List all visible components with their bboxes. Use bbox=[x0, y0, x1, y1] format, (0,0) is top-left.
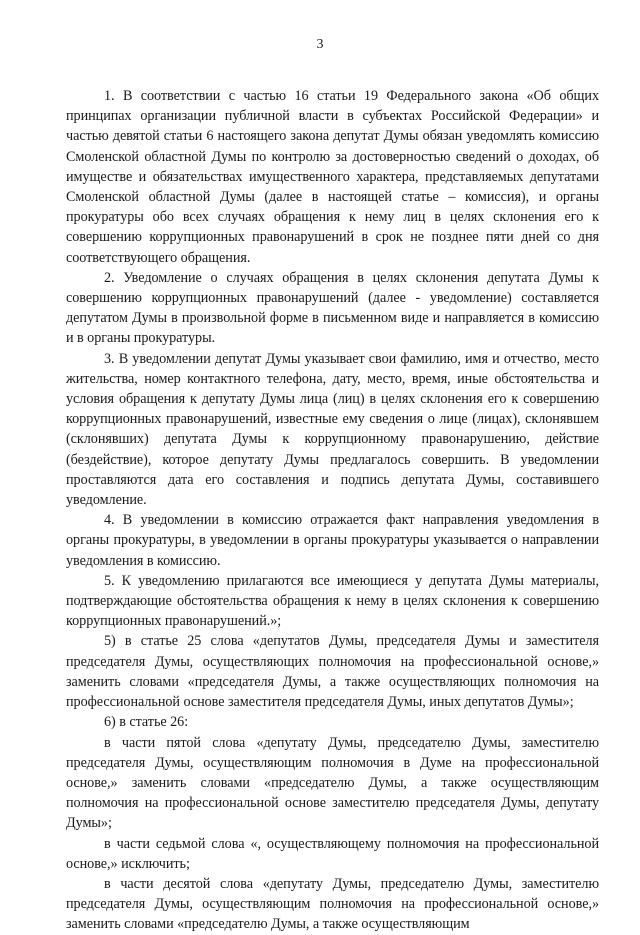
paragraph-item-4: 4. В уведомлении в комиссию отражается факт направления уведомления в органы прокуратуры, в уведомлении в органы прокуратуры указывается о направлении уведомления в комиссию. bbox=[66, 512, 599, 569]
paragraph-item-5: 5. К уведомлению прилагаются все имеющиеся у депутата Думы материалы, подтверждающие обстоятельства обращения к нему в целях склонения к совершению коррупционных правонарушений.»; bbox=[66, 572, 599, 630]
paragraph-part-seven: в части седьмой слова «, осуществляющему полномочия на профессиональной основе,» исключить; bbox=[66, 835, 599, 872]
document-body bbox=[66, 86, 599, 935]
page-number: 3 bbox=[316, 37, 324, 52]
paragraph-item-3: 3. В уведомлении депутат Думы указывает свои фамилию, имя и отчество, место жительства, номер контактного телефона, дату, место, время, иные обстоятельства и условия обращения к депутату Думы лица (лиц) в целях склонения его к совершению коррупционных правонарушений, известные ему сведения о лице (лицах), склонявшем (склонявших) депутата Думы к коррупционному правонарушению, действие (бездействие), которое депутату Думы предлагалось совершить. В уведомлении проставляются дата его составления и подпись депутата Думы, составившего уведомление. bbox=[66, 350, 599, 509]
paragraph-item-2: 2. Уведомление о случаях обращения в целях склонения депутата Думы к совершению коррупционных правонарушений (далее - уведомление) составляется депутатом Думы в произвольной форме в письменном виде и направляется в комиссию и в органы прокуратуры. bbox=[66, 269, 599, 347]
paragraph-article-25: 5) в статье 25 слова «депутатов Думы, председателя Думы и заместителя председателя Думы, осуществляющих полномочия на профессиональной основе,» заменить словами «председателя Думы, а также осуществляющих полномочия на профессиональной основе заместителя председателя Думы, иных депутатов Думы»; bbox=[66, 633, 599, 711]
paragraph-part-ten: в части десятой слова «депутату Думы, председателю Думы, заместителю председателя Думы, осуществляющим полномочия на профессиональной основе,» заменить словами «председателю Думы, а также осуществляющим bbox=[66, 875, 599, 933]
paragraph-part-five: в части пятой слова «депутату Думы, председателю Думы, заместителю председателя Думы, осуществляющим полномочия в Думе на профессиональной основе,» заменить словами «председателю Думы, а также осуществляющим полномочия на профессиональной основе заместителю председателя Думы, депутату Думы»; bbox=[66, 734, 599, 832]
paragraph-item-1: 1. В соответствии с частью 16 статьи 19 Федерального закона «Об общих принципах организации публичной власти в субъектах Российской Федерации» и частью девятой статьи 6 настоящего закона депутат Думы обязан уведомлять комиссию Смоленской областной Думы по контролю за достоверностью сведений о доходах, об имуществе и обязательствах имущественного характера, представляемых депутатами Смоленской областной Думы (далее в настоящей статье – комиссия), и органы прокуратуры обо всех случаях обращения к нему лиц в целях склонения его к совершению коррупционных правонарушений в срок не позднее пяти дней со дня соответствующего обращения. bbox=[66, 88, 599, 266]
paragraph-article-26: 6) в статье 26: bbox=[104, 714, 189, 731]
